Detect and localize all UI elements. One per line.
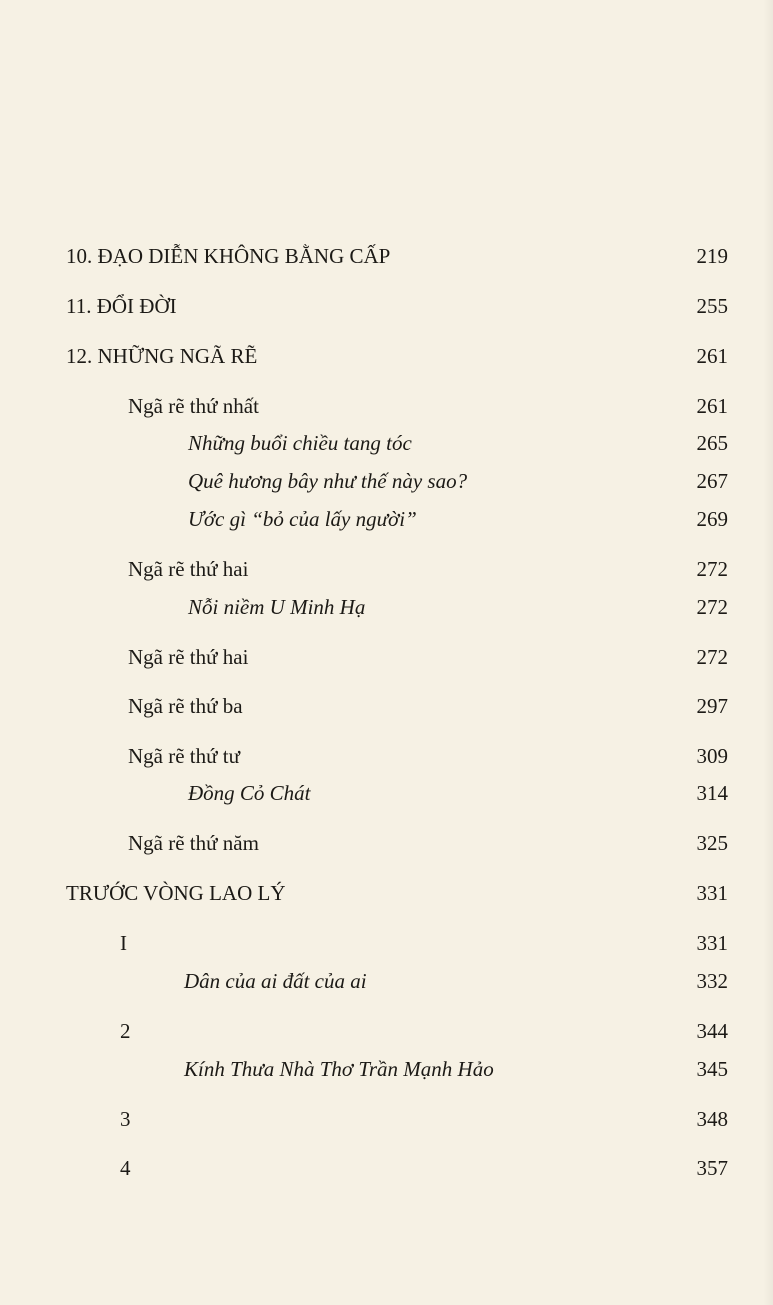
toc-entry-title: Dân của ai đất của ai xyxy=(184,969,367,993)
toc-entry-title: Ngã rẽ thứ ba xyxy=(128,694,243,718)
toc-entry-page: 269 xyxy=(696,507,728,531)
toc-entry-title: 12. NHỮNG NGÃ RẼ xyxy=(66,344,258,368)
toc-entry-page: 219 xyxy=(696,244,728,268)
toc-entry xyxy=(0,591,773,623)
toc-entry xyxy=(0,503,773,535)
toc-entry-title: Quê hương bây như thế này sao? xyxy=(188,469,468,493)
toc-entry xyxy=(0,1152,773,1184)
toc-entry xyxy=(0,777,773,809)
toc-entry-title: Kính Thưa Nhà Thơ Trần Mạnh Hảo xyxy=(184,1057,494,1081)
toc-entry-title: 4 xyxy=(120,1156,131,1180)
toc-entry-page: 331 xyxy=(696,931,728,955)
toc-entry xyxy=(0,690,773,722)
toc-entry-page: 331 xyxy=(696,881,728,905)
toc-entry-page: 272 xyxy=(696,557,728,581)
toc-entry-title: Ngã rẽ thứ nhất xyxy=(128,394,259,418)
toc-entry xyxy=(0,553,773,585)
toc-entry-title: Nỗi niềm U Minh Hạ xyxy=(188,595,366,619)
toc-entry xyxy=(0,965,773,997)
toc-entry-title: I xyxy=(120,931,127,955)
toc-entry-page: 357 xyxy=(696,1156,728,1180)
toc-entry-page: 261 xyxy=(696,394,728,418)
toc-entry xyxy=(0,465,773,497)
toc-entry-page: 272 xyxy=(696,645,728,669)
toc-entry xyxy=(0,877,773,909)
page-edge-shadow xyxy=(763,0,773,1305)
toc-entry-title: 10. ĐẠO DIỄN KHÔNG BẰNG CẤP xyxy=(66,244,391,268)
toc-entry-title: Những buổi chiều tang tóc xyxy=(188,431,412,455)
toc-entry-title: 11. ĐỔI ĐỜI xyxy=(66,294,177,318)
toc-entry xyxy=(0,390,773,422)
toc-entry-title: Ước gì “bỏ của lấy người” xyxy=(188,507,417,531)
toc-entry-page: 325 xyxy=(696,831,728,855)
toc-entry-page: 332 xyxy=(696,969,728,993)
toc-entry-title: Ngã rẽ thứ hai xyxy=(128,557,249,581)
toc-entry xyxy=(0,641,773,673)
toc-entry-page: 344 xyxy=(696,1019,728,1043)
toc-entry-title: 3 xyxy=(120,1107,131,1131)
toc-entry-title: 2 xyxy=(120,1019,131,1043)
toc-entry-title: Ngã rẽ thứ tư xyxy=(128,744,240,768)
toc-entry xyxy=(0,1015,773,1047)
toc-entry-title: Ngã rẽ thứ hai xyxy=(128,645,249,669)
toc-entry-page: 265 xyxy=(696,431,728,455)
toc-entry xyxy=(0,740,773,772)
toc-entry-page: 348 xyxy=(696,1107,728,1131)
toc-entry-page: 297 xyxy=(696,694,728,718)
toc-entry-page: 272 xyxy=(696,595,728,619)
toc-entry-title: Đồng Cỏ Chát xyxy=(188,781,311,805)
toc-entry xyxy=(0,927,773,959)
toc-entry-page: 267 xyxy=(696,469,728,493)
toc-entry xyxy=(0,240,773,272)
toc-entry xyxy=(0,340,773,372)
toc-entry xyxy=(0,827,773,859)
toc-entry xyxy=(0,1103,773,1135)
toc-entry-title: TRƯỚC VÒNG LAO LÝ xyxy=(66,881,286,905)
toc-entry xyxy=(0,427,773,459)
toc-entry-page: 309 xyxy=(696,744,728,768)
toc-entry xyxy=(0,1053,773,1085)
toc-entry xyxy=(0,290,773,322)
toc-entry-page: 314 xyxy=(696,781,728,805)
toc-entry-title: Ngã rẽ thứ năm xyxy=(128,831,259,855)
toc-entry-page: 345 xyxy=(696,1057,728,1081)
toc-entry-page: 261 xyxy=(696,344,728,368)
toc-entry-page: 255 xyxy=(696,294,728,318)
